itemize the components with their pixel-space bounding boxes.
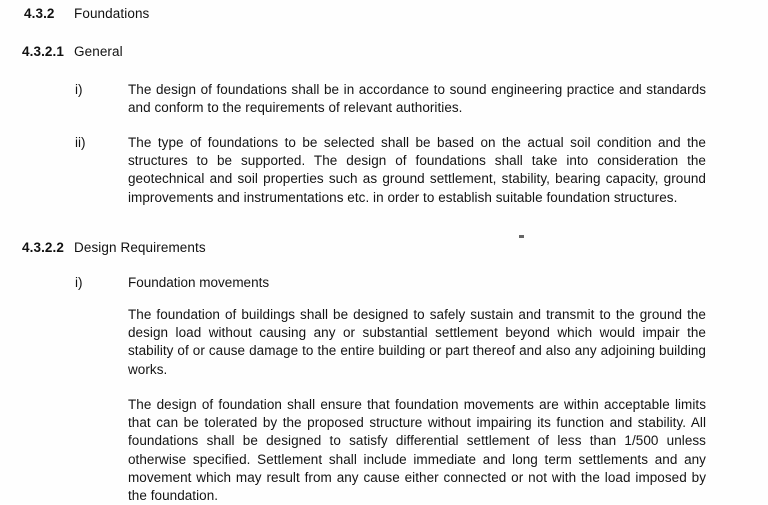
paragraph-text: The design of foundations shall be in accordance to sound engineering practice and standards and conform to the requirements of relevant authorities. (128, 82, 706, 116)
paragraph-block (128, 396, 706, 505)
list-item-body (128, 81, 706, 117)
section-number: 4.3.2.2 (22, 240, 64, 255)
section-title: Design Requirements (74, 240, 206, 255)
list-item-body (128, 134, 706, 207)
list-item-marker: ii) (75, 135, 86, 150)
section-number: 4.3.2.1 (22, 44, 64, 59)
list-item-body (128, 274, 706, 292)
list-item-marker: i) (75, 82, 83, 97)
list-item (75, 274, 706, 292)
scan-artifact-speck (519, 235, 524, 238)
section-title: General (74, 44, 123, 59)
paragraph-block (128, 306, 706, 379)
paragraph-text: The foundation of buildings shall be designed to safely sustain and transmit to the ground the design load without causing any or substantial settlement beyond which would impair the stability of or cause damage to the entire building or part thereof and also any adjoining building works. (128, 307, 706, 377)
section-number: 4.3.2 (24, 6, 55, 21)
list-item-marker: i) (75, 275, 83, 290)
paragraph-text: The type of foundations to be selected shall be based on the actual soil condition and the structures to be supported. The design of foundations shall take into consideration the geotechnical and soil properties such as ground settlement, stability, bearing capacity, ground improvements and instrumentations etc. in order to establish suitable foundation structures. (128, 135, 706, 205)
section-heading-4-3-2 (24, 6, 149, 21)
subitem-title: Foundation movements (128, 275, 270, 290)
section-heading-4-3-2-2 (22, 240, 206, 255)
section-heading-4-3-2-1 (22, 44, 123, 59)
list-item (75, 81, 706, 117)
section-title: Foundations (74, 6, 150, 21)
list-item (75, 134, 706, 207)
paragraph-text: The design of foundation shall ensure that foundation movements are within acceptable limits that can be tolerated by the proposed structure without impairing its function and stability. All foundations shall be designed to satisfy differential settlement of less than 1/500 unless otherwise specified. Settlement shall include immediate and long term settlements and any movement which may result from any cause either connected or not with the load imposed by the foundation. (128, 397, 706, 504)
